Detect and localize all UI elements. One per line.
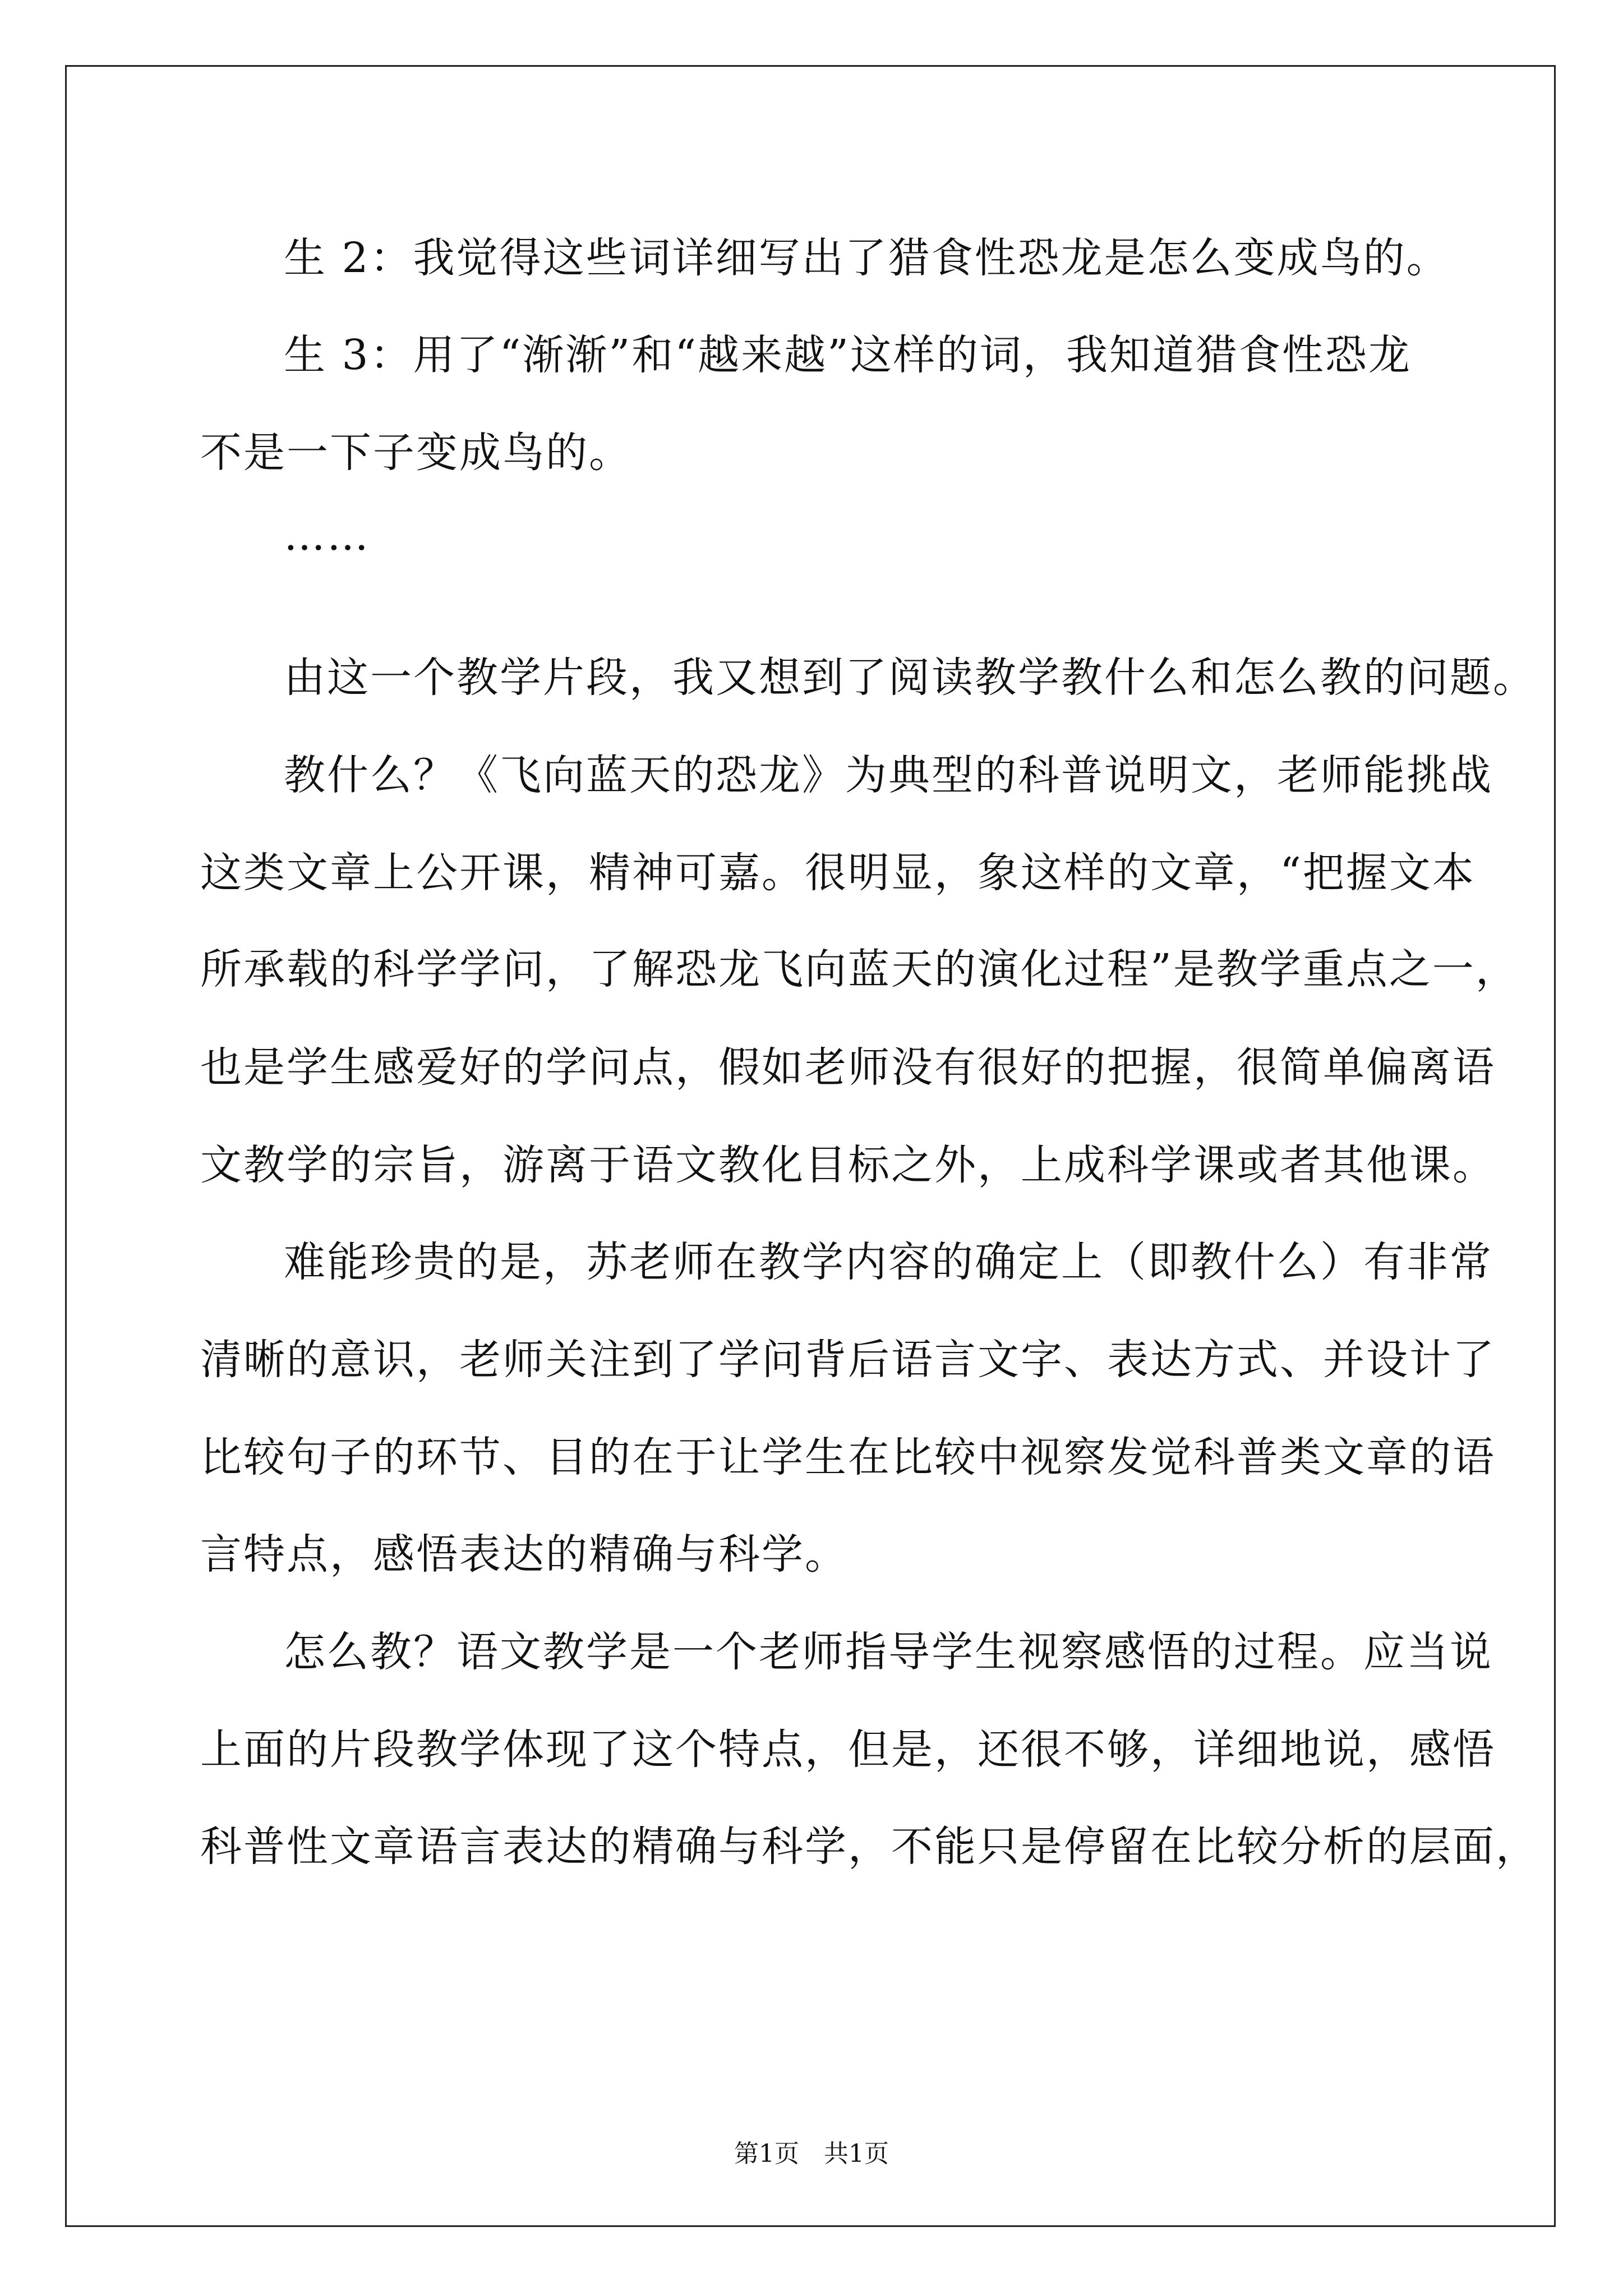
body-line-11: 难能珍贵的是，苏老师在教学内容的确定上（即教什么）有非常: [284, 1238, 1493, 1286]
body-line-15: 怎么教？语文教学是一个老师指导学生视察感悟的过程。应当说: [284, 1628, 1493, 1676]
body-line-10: 文教学的宗旨，游离于语文教化目标之外，上成科学课或者其他课。: [200, 1141, 1496, 1189]
body-line-3: 不是一下子变成鸟的。: [200, 429, 632, 477]
body-line-1: 生 2：我觉得这些词详细写出了猎食性恐龙是怎么变成鸟的。: [284, 234, 1450, 282]
body-line-9: 也是学生感爱好的学问点，假如老师没有很好的把握，很简单偏离语: [200, 1043, 1496, 1092]
body-line-5: 由这一个教学片段，我又想到了阅读教学教什么和怎么教的问题。: [284, 654, 1536, 702]
body-line-14: 言特点，感悟表达的精确与科学。: [200, 1530, 848, 1579]
body-line-13: 比较句子的环节、目的在于让学生在比较中视察发觉科普类文章的语: [200, 1433, 1496, 1481]
body-line-17: 科普性文章语言表达的精确与科学，不能只是停留在比较分析的层面，: [200, 1823, 1539, 1871]
body-line-7: 这类文章上公开课，精神可嘉。很明显，象这样的文章，“把握文本: [200, 849, 1476, 897]
body-line-6: 教什么？《飞向蓝天的恐龙》为典型的科普说明文，老师能挑战: [284, 751, 1493, 799]
body-line-ellipsis: ……: [284, 512, 370, 560]
body-line-8: 所承载的科学学问，了解恐龙飞向蓝天的演化过程”是教学重点之一，: [200, 945, 1519, 993]
body-line-2: 生 3：用了“渐渐”和“越来越”这样的词，我知道猎食性恐龙: [284, 331, 1412, 379]
body-line-12: 清晰的意识，老师关注到了学问背后语言文字、表达方式、并设计了: [200, 1336, 1496, 1384]
body-line-16: 上面的片段教学体现了这个特点，但是，还很不够，详细地说，感悟: [200, 1726, 1496, 1774]
page-number-footer: 第1页 共1页: [734, 2139, 889, 2168]
